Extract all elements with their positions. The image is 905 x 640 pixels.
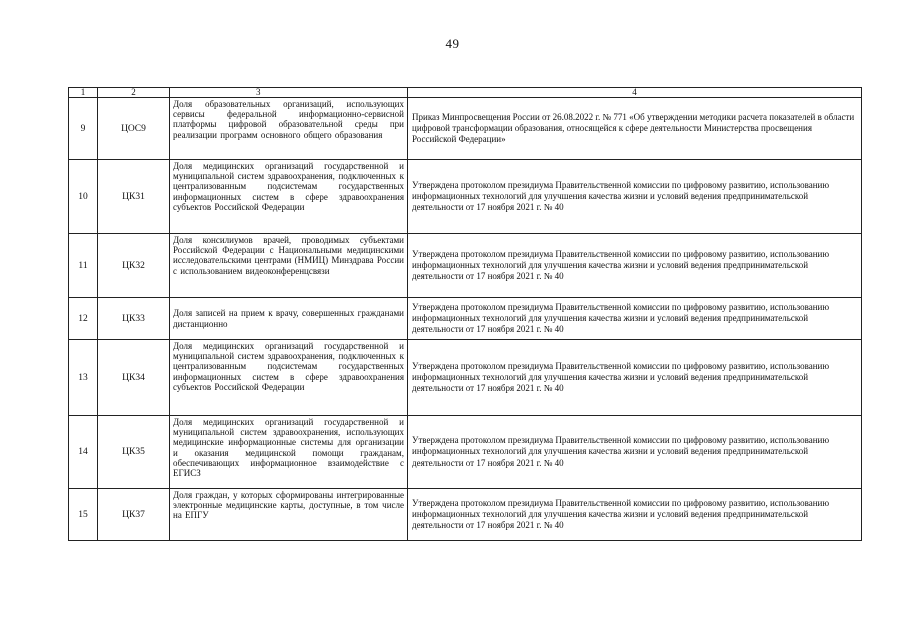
indicator-description: Доля медицинских организаций государственной и муниципальной систем здравоохранения, подключенных к централизованным подсистемам государственных информационных систем в сфере здравоохранения субъектов Российской Федерации (170, 160, 408, 234)
table-row (69, 160, 862, 234)
indicators-table (68, 87, 862, 541)
indicator-code: ЦОС9 (98, 98, 170, 160)
table-row (69, 340, 862, 416)
indicator-code: ЦК32 (98, 234, 170, 298)
row-number: 9 (69, 98, 98, 160)
indicator-description: Доля образовательных организаций, использующих сервисы федеральной информационно-сервисной платформы цифровой образовательной среды при реализации программ основного общего образования (170, 98, 408, 160)
indicator-code: ЦК33 (98, 298, 170, 340)
row-number: 11 (69, 234, 98, 298)
indicator-basis: Утверждена протоколом президиума Правительственной комиссии по цифровому развитию, использованию информационных технологий для улучшения качества жизни и условий ведения предпринимательской деятельности от 17 ноября 2021 г. № 40 (408, 416, 862, 489)
indicator-code: ЦК37 (98, 489, 170, 541)
indicator-description: Доля граждан, у которых сформированы интегрированные электронные медицинские карты, доступные, в том числе на ЕПГУ (170, 489, 408, 541)
indicator-basis: Утверждена протоколом президиума Правительственной комиссии по цифровому развитию, использованию информационных технологий для улучшения качества жизни и условий ведения предпринимательской деятельности от 17 ноября 2021 г. № 40 (408, 340, 862, 416)
table-row (69, 298, 862, 340)
indicator-basis: Утверждена протоколом президиума Правительственной комиссии по цифровому развитию, использованию информационных технологий для улучшения качества жизни и условий ведения предпринимательской деятельности от 17 ноября 2021 г. № 40 (408, 234, 862, 298)
table-header-row (69, 88, 862, 98)
row-number: 12 (69, 298, 98, 340)
indicator-description: Доля консилиумов врачей, проводимых субъектами Российской Федерации с Национальными медицинскими исследовательскими центрами (НМИЦ) Минздрава России с использованием видеоконференцсвязи (170, 234, 408, 298)
indicator-basis: Утверждена протоколом президиума Правительственной комиссии по цифровому развитию, использованию информационных технологий для улучшения качества жизни и условий ведения предпринимательской деятельности от 17 ноября 2021 г. № 40 (408, 489, 862, 541)
indicator-code: ЦК35 (98, 416, 170, 489)
table-row (69, 489, 862, 541)
row-number: 15 (69, 489, 98, 541)
indicator-code: ЦК34 (98, 340, 170, 416)
header-col-3: 3 (170, 88, 408, 98)
indicator-basis: Утверждена протоколом президиума Правительственной комиссии по цифровому развитию, использованию информационных технологий для улучшения качества жизни и условий ведения предпринимательской деятельности от 17 ноября 2021 г. № 40 (408, 160, 862, 234)
page-number: 49 (445, 36, 460, 51)
indicator-description: Доля медицинских организаций государственной и муниципальной систем здравоохранения, подключенных к централизованным подсистемам государственных информационных систем в сфере здравоохранения субъектов Российской Федерации (170, 340, 408, 416)
row-number: 14 (69, 416, 98, 489)
row-number: 10 (69, 160, 98, 234)
indicator-description: Доля записей на прием к врачу, совершенных гражданами дистанционно (170, 298, 408, 340)
header-col-4: 4 (408, 88, 862, 98)
table-row (69, 98, 862, 160)
header-col-2: 2 (98, 88, 170, 98)
table-row (69, 234, 862, 298)
table-row (69, 416, 862, 489)
indicator-basis: Утверждена протоколом президиума Правительственной комиссии по цифровому развитию, использованию информационных технологий для улучшения качества жизни и условий ведения предпринимательской деятельности от 17 ноября 2021 г. № 40 (408, 298, 862, 340)
indicator-description: Доля медицинских организаций государственной и муниципальной систем здравоохранения, использующих медицинские информационные системы для организации и оказания медицинской помощи гражданам, обеспечивающих информационное взаимодействие с ЕГИСЗ (170, 416, 408, 489)
header-col-1: 1 (69, 88, 98, 98)
indicator-basis: Приказ Минпросвещения России от 26.08.2022 г. № 771 «Об утверждении методики расчета показателей в области цифровой трансформации образования, относящейся к сфере деятельности Министерства просвещения Российской Федерации» (408, 98, 862, 160)
row-number: 13 (69, 340, 98, 416)
indicator-code: ЦК31 (98, 160, 170, 234)
